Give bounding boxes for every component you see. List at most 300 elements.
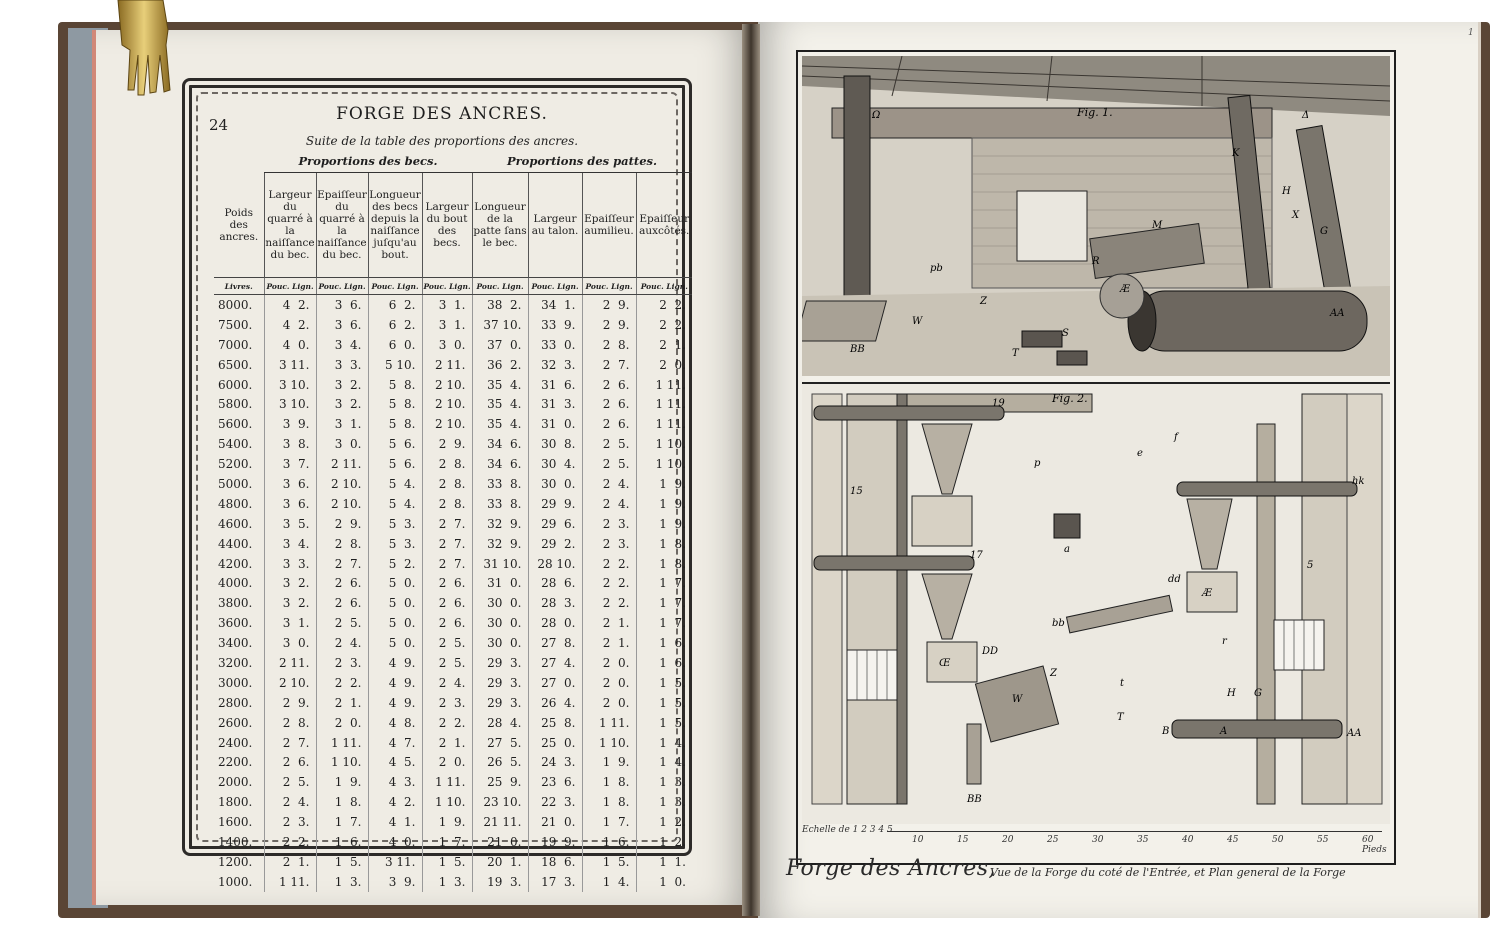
value-cell: 26 4. xyxy=(528,693,582,713)
svg-text:H: H xyxy=(1227,688,1236,699)
svg-text:Œ: Œ xyxy=(939,658,951,669)
svg-text:G: G xyxy=(1320,226,1328,237)
table-row xyxy=(214,434,692,454)
value-cell: 3 1. xyxy=(422,295,472,315)
value-cell: 1 2. xyxy=(636,832,692,852)
value-cell: 1 11. xyxy=(316,733,368,753)
scale-tick-label: 45 xyxy=(1227,835,1239,845)
value-cell: 2 6. xyxy=(582,414,636,434)
scale-tick-label: 55 xyxy=(1317,835,1329,845)
value-cell: 3 2. xyxy=(264,593,316,613)
value-cell: 5 6. xyxy=(368,434,422,454)
value-cell: 30 0. xyxy=(528,474,582,494)
svg-text:19: 19 xyxy=(992,398,1005,409)
value-cell: 1 9. xyxy=(636,494,692,514)
value-cell: 2 1. xyxy=(582,633,636,653)
value-cell: 2 5. xyxy=(582,454,636,474)
value-cell: 1 11. xyxy=(582,713,636,733)
value-cell: 27 8. xyxy=(528,633,582,653)
value-cell: 26 5. xyxy=(472,752,528,772)
svg-text:DD: DD xyxy=(982,646,999,657)
column-header: Poids des ancres. xyxy=(219,206,259,243)
value-cell: 2 7. xyxy=(316,554,368,574)
scale-tick-label: 40 xyxy=(1182,835,1194,845)
value-cell: 1 4. xyxy=(636,752,692,772)
value-cell: 2 0. xyxy=(636,355,692,375)
value-cell: 2 9. xyxy=(582,295,636,315)
svg-text:e: e xyxy=(1137,448,1143,459)
value-cell: 3 2. xyxy=(316,375,368,395)
value-cell: 6 0. xyxy=(368,335,422,355)
svg-text:AA: AA xyxy=(1330,308,1345,319)
value-cell: 2 2. xyxy=(582,554,636,574)
value-cell: 2 4. xyxy=(582,494,636,514)
value-cell: 2 8. xyxy=(264,713,316,733)
brass-hand-page-weight xyxy=(108,0,178,100)
value-cell: 3 6. xyxy=(316,295,368,315)
value-cell: 1 3. xyxy=(636,792,692,812)
value-cell: 31 0. xyxy=(528,414,582,434)
value-cell: 28 0. xyxy=(528,613,582,633)
value-cell: 2 8. xyxy=(582,335,636,355)
value-cell: 5 0. xyxy=(368,573,422,593)
plate-corner-number: 1 xyxy=(1468,28,1474,38)
value-cell: 2 5. xyxy=(422,633,472,653)
svg-text:a: a xyxy=(1064,544,1070,555)
value-cell: 38 2. xyxy=(472,295,528,315)
value-cell: 2 0. xyxy=(316,713,368,733)
value-cell: 2 5. xyxy=(582,434,636,454)
value-cell: 5 8. xyxy=(368,414,422,434)
value-cell: 1 7. xyxy=(422,832,472,852)
table-row xyxy=(214,394,692,414)
svg-text:Ω: Ω xyxy=(872,110,881,121)
value-cell: 5 4. xyxy=(368,494,422,514)
value-cell: 2 6. xyxy=(582,394,636,414)
value-cell: 2 5. xyxy=(316,613,368,633)
svg-text:R: R xyxy=(1092,256,1100,267)
table-row xyxy=(214,673,692,693)
value-cell: 5 2. xyxy=(368,554,422,574)
value-cell: 3 3. xyxy=(264,554,316,574)
svg-text:H: H xyxy=(1282,186,1291,197)
value-cell: 18 6. xyxy=(528,852,582,872)
table-row xyxy=(214,335,692,355)
value-cell: 2 7. xyxy=(422,514,472,534)
value-cell: 5 6. xyxy=(368,454,422,474)
value-cell: 4 2. xyxy=(264,295,316,315)
svg-text:Æ: Æ xyxy=(1202,588,1213,599)
value-cell: 34 6. xyxy=(472,434,528,454)
weight-cell: 3600. xyxy=(218,616,253,631)
value-cell: 3 4. xyxy=(316,335,368,355)
weight-cell: 3200. xyxy=(218,655,253,670)
svg-text:T: T xyxy=(1117,712,1124,723)
value-cell: 2 10. xyxy=(316,474,368,494)
value-cell: 31 10. xyxy=(472,554,528,574)
value-cell: 2 1. xyxy=(582,613,636,633)
figure-2-forge-plan xyxy=(802,382,1390,824)
svg-text:G: G xyxy=(1254,688,1262,699)
value-cell: 2 6. xyxy=(582,375,636,395)
value-cell: 2 7. xyxy=(264,733,316,753)
value-cell: 29 3. xyxy=(472,673,528,693)
value-cell: 4 0. xyxy=(368,832,422,852)
weight-cell: 1400. xyxy=(218,834,253,849)
page-number: 24 xyxy=(209,116,229,134)
value-cell: 1 11. xyxy=(264,872,316,892)
value-cell: 35 4. xyxy=(472,375,528,395)
value-cell: 33 9. xyxy=(528,315,582,335)
table-row xyxy=(214,474,692,494)
value-cell: 2 8. xyxy=(422,454,472,474)
value-cell: 3 0. xyxy=(316,434,368,454)
value-cell: 5 4. xyxy=(368,474,422,494)
value-cell: 2 10. xyxy=(316,494,368,514)
book-gutter xyxy=(742,24,760,916)
weight-cell: 5000. xyxy=(218,476,253,491)
weight-cell: 4800. xyxy=(218,496,253,511)
weight-cell: 4400. xyxy=(218,536,253,551)
value-cell: 1 1. xyxy=(636,852,692,872)
svg-text:W: W xyxy=(1012,694,1023,705)
value-cell: 32 9. xyxy=(472,534,528,554)
value-cell: 30 0. xyxy=(472,633,528,653)
value-cell: 2 6. xyxy=(422,573,472,593)
value-cell: 1 5. xyxy=(422,852,472,872)
value-cell: 27 5. xyxy=(472,733,528,753)
value-cell: 2 10. xyxy=(422,375,472,395)
value-cell: 1 8. xyxy=(316,792,368,812)
value-cell: 6 2. xyxy=(368,315,422,335)
weight-cell: 7500. xyxy=(218,317,253,332)
svg-text:Z: Z xyxy=(980,296,987,307)
value-cell: 3 9. xyxy=(368,872,422,892)
value-cell: 6 2. xyxy=(368,295,422,315)
scale-tick-label: 60 Pieds xyxy=(1362,835,1387,855)
value-cell: 2 3. xyxy=(422,693,472,713)
svg-text:W: W xyxy=(912,316,923,327)
group-header-becs: Proportions des becs. xyxy=(264,150,472,173)
value-cell: 1 3. xyxy=(422,872,472,892)
svg-text:bb: bb xyxy=(1052,618,1065,629)
value-cell: 1 4. xyxy=(636,733,692,753)
value-cell: 1 3. xyxy=(316,872,368,892)
weight-cell: 4600. xyxy=(218,516,253,531)
svg-text:M: M xyxy=(1152,220,1163,231)
value-cell: 3 6. xyxy=(316,315,368,335)
value-cell: 2 0. xyxy=(582,653,636,673)
scale-tick-label: 50 xyxy=(1272,835,1284,845)
value-cell: 1 5. xyxy=(582,852,636,872)
table-row xyxy=(214,554,692,574)
scale-tick-label: 15 xyxy=(957,835,969,845)
value-cell: 1 6. xyxy=(582,832,636,852)
table-row xyxy=(214,653,692,673)
value-cell: 1 11. xyxy=(636,375,692,395)
table-row xyxy=(214,713,692,733)
value-cell: 2 6. xyxy=(264,752,316,772)
value-cell: 21 0. xyxy=(528,812,582,832)
svg-text:Z: Z xyxy=(1050,668,1057,679)
svg-text:A: A xyxy=(1220,726,1228,737)
value-cell: 28 4. xyxy=(472,713,528,733)
svg-text:5: 5 xyxy=(1307,560,1314,571)
figure-1-forge-interior xyxy=(802,56,1390,376)
value-cell: 1 10. xyxy=(582,733,636,753)
value-cell: 2 1. xyxy=(316,693,368,713)
weight-cell: 5600. xyxy=(218,417,253,432)
value-cell: 4 9. xyxy=(368,673,422,693)
value-cell: 2 3. xyxy=(264,812,316,832)
value-cell: 3 9. xyxy=(264,414,316,434)
value-cell: 1 6. xyxy=(636,633,692,653)
table-subtitle: Suite de la table des proportions des ancres. xyxy=(305,134,579,148)
svg-text:BB: BB xyxy=(850,344,865,355)
value-cell: 1 11. xyxy=(636,394,692,414)
value-cell: 30 8. xyxy=(528,434,582,454)
value-cell: 3 1. xyxy=(422,315,472,335)
table-row xyxy=(214,752,692,772)
figure-1-label: Fig. 1. xyxy=(1077,106,1113,119)
figure-2-label: Fig. 2. xyxy=(1052,392,1088,405)
svg-text:r: r xyxy=(1222,636,1227,647)
value-cell: 2 11. xyxy=(316,454,368,474)
value-cell: 25 8. xyxy=(528,713,582,733)
svg-text:t: t xyxy=(1120,678,1125,689)
value-cell: 30 0. xyxy=(472,613,528,633)
value-cell: 1 2. xyxy=(636,812,692,832)
forge-interior-engraving xyxy=(802,56,1390,376)
svg-text:pb: pb xyxy=(930,263,943,274)
value-cell: 2 1. xyxy=(264,852,316,872)
value-cell: 1 0. xyxy=(636,872,692,892)
value-cell: 2 1. xyxy=(422,733,472,753)
value-cell: 3 8. xyxy=(264,434,316,454)
value-cell: 5 0. xyxy=(368,613,422,633)
value-cell: 5 8. xyxy=(368,394,422,414)
table-row xyxy=(214,414,692,434)
value-cell: 4 9. xyxy=(368,693,422,713)
value-cell: 2 7. xyxy=(582,355,636,375)
svg-text:Æ: Æ xyxy=(1120,284,1131,295)
weight-cell: 4000. xyxy=(218,576,253,591)
column-header: Largeur au talon. xyxy=(528,173,582,278)
value-cell: 1 9. xyxy=(636,474,692,494)
value-cell: 1 9. xyxy=(316,772,368,792)
table-row xyxy=(214,454,692,474)
table-row xyxy=(214,693,692,713)
value-cell: 5 0. xyxy=(368,633,422,653)
value-cell: 31 6. xyxy=(528,375,582,395)
value-cell: 25 0. xyxy=(528,733,582,753)
value-cell: 2 0. xyxy=(422,752,472,772)
value-cell: 29 6. xyxy=(528,514,582,534)
value-cell: 29 3. xyxy=(472,653,528,673)
table-row xyxy=(214,534,692,554)
value-cell: 31 3. xyxy=(528,394,582,414)
value-cell: 34 6. xyxy=(472,454,528,474)
value-cell: 3 0. xyxy=(422,335,472,355)
svg-text:B: B xyxy=(1162,726,1170,737)
value-cell: 1 7. xyxy=(636,593,692,613)
weight-cell: 2000. xyxy=(218,775,253,790)
table-row xyxy=(214,355,692,375)
value-cell: 35 4. xyxy=(472,414,528,434)
value-cell: 2 4. xyxy=(316,633,368,653)
unit-header: Pouc. Lign. xyxy=(528,278,582,295)
value-cell: 4 2. xyxy=(368,792,422,812)
svg-text:X: X xyxy=(1292,210,1300,221)
value-cell: 2 4. xyxy=(582,474,636,494)
group-header-pattes: Proportions des pattes. xyxy=(472,150,692,173)
value-cell: 1 10. xyxy=(636,454,692,474)
anchor-proportions-table xyxy=(214,150,692,892)
svg-text:p: p xyxy=(1034,458,1041,469)
value-cell: 4 0. xyxy=(264,335,316,355)
value-cell: 1 8. xyxy=(636,554,692,574)
value-cell: 1 5. xyxy=(316,852,368,872)
value-cell: 3 11. xyxy=(264,355,316,375)
value-cell: 2 6. xyxy=(422,593,472,613)
value-cell: 4 5. xyxy=(368,752,422,772)
value-cell: 2 2. xyxy=(316,673,368,693)
weight-cell: 3800. xyxy=(218,596,253,611)
value-cell: 3 6. xyxy=(264,494,316,514)
value-cell: 2 8. xyxy=(316,534,368,554)
value-cell: 30 4. xyxy=(528,454,582,474)
value-cell: 29 2. xyxy=(528,534,582,554)
value-cell: 5 3. xyxy=(368,534,422,554)
value-cell: 2 11. xyxy=(264,653,316,673)
weight-cell: 3000. xyxy=(218,675,253,690)
value-cell: 2 6. xyxy=(422,613,472,633)
value-cell: 1 9. xyxy=(422,812,472,832)
weight-cell: 1600. xyxy=(218,815,253,830)
value-cell: 23 10. xyxy=(472,792,528,812)
value-cell: 2 2. xyxy=(582,573,636,593)
unit-header: Pouc. Lign. xyxy=(368,278,422,295)
value-cell: 3 0. xyxy=(264,633,316,653)
column-header: Epaiſſeur auxcôtés. xyxy=(636,173,692,278)
value-cell: 2 10. xyxy=(264,673,316,693)
column-header: Epaiſſeur aumilieu. xyxy=(582,173,636,278)
svg-text:15: 15 xyxy=(850,486,863,497)
value-cell: 4 1. xyxy=(368,812,422,832)
unit-header: Pouc. Lign. xyxy=(582,278,636,295)
value-cell: 37 10. xyxy=(472,315,528,335)
table-row xyxy=(214,852,692,872)
column-header: Longueur des becs depuis la naiſſance juſqu'au bout. xyxy=(368,173,422,278)
weight-cell: 5400. xyxy=(218,437,253,452)
scale-tick-label: 10 xyxy=(912,835,924,845)
value-cell: 2 2. xyxy=(264,832,316,852)
table-row xyxy=(214,514,692,534)
svg-text:17: 17 xyxy=(970,550,983,561)
weight-cell: 3400. xyxy=(218,636,253,651)
value-cell: 35 4. xyxy=(472,394,528,414)
value-cell: 3 2. xyxy=(316,394,368,414)
value-cell: 19 3. xyxy=(472,872,528,892)
value-cell: 5 10. xyxy=(368,355,422,375)
weight-cell: 1800. xyxy=(218,795,253,810)
weight-cell: 4200. xyxy=(218,556,253,571)
plate-caption-subtitle: Vue de la Forge du coté de l'Entrée, et Plan general de la Forge xyxy=(990,866,1346,879)
value-cell: 1 6. xyxy=(636,653,692,673)
value-cell: 2 7. xyxy=(422,534,472,554)
value-cell: 5 0. xyxy=(368,593,422,613)
value-cell: 2 1. xyxy=(636,335,692,355)
value-cell: 27 4. xyxy=(528,653,582,673)
value-cell: 2 5. xyxy=(264,772,316,792)
value-cell: 29 3. xyxy=(472,693,528,713)
value-cell: 1 10. xyxy=(316,752,368,772)
value-cell: 33 8. xyxy=(472,494,528,514)
table-row xyxy=(214,772,692,792)
value-cell: 2 11. xyxy=(422,355,472,375)
value-cell: 27 0. xyxy=(528,673,582,693)
value-cell: 5 8. xyxy=(368,375,422,395)
value-cell: 20 1. xyxy=(472,852,528,872)
weight-cell: 2400. xyxy=(218,735,253,750)
value-cell: 3 6. xyxy=(264,474,316,494)
value-cell: 1 11. xyxy=(422,772,472,792)
svg-text:S: S xyxy=(1062,328,1069,339)
value-cell: 28 6. xyxy=(528,573,582,593)
value-cell: 1 5. xyxy=(636,673,692,693)
unit-header: Pouc. Lign. xyxy=(316,278,368,295)
table-row xyxy=(214,832,692,852)
svg-text:hk: hk xyxy=(1352,476,1365,487)
value-cell: 1 7. xyxy=(636,573,692,593)
value-cell: 2 9. xyxy=(316,514,368,534)
value-cell: 2 5. xyxy=(422,653,472,673)
weight-cell: 6500. xyxy=(218,357,253,372)
weight-cell: 8000. xyxy=(218,297,253,312)
weight-cell: 7000. xyxy=(218,337,253,352)
value-cell: 2 2. xyxy=(422,713,472,733)
value-cell: 2 9. xyxy=(422,434,472,454)
value-cell: 1 4. xyxy=(582,872,636,892)
value-cell: 1 11. xyxy=(636,414,692,434)
value-cell: 2 8. xyxy=(422,474,472,494)
column-header: Largeur du bout des becs. xyxy=(422,173,472,278)
unit-header: Pouc. Lign. xyxy=(264,278,316,295)
value-cell: 33 8. xyxy=(472,474,528,494)
unit-header: Pouc. Lign. xyxy=(636,278,692,295)
value-cell: 3 7. xyxy=(264,454,316,474)
value-cell: 33 0. xyxy=(528,335,582,355)
table-row xyxy=(214,633,692,653)
table-row xyxy=(214,812,692,832)
value-cell: 2 6. xyxy=(316,593,368,613)
unit-header: Pouc. Lign. xyxy=(422,278,472,295)
value-cell: 4 8. xyxy=(368,713,422,733)
scale-tick-label: 20 xyxy=(1002,835,1014,845)
value-cell: 1 8. xyxy=(582,792,636,812)
column-header: Epaiſſeur du quarré à la naiſſance du bec. xyxy=(316,173,368,278)
scale-bar xyxy=(802,825,1390,855)
value-cell: 28 10. xyxy=(528,554,582,574)
value-cell: 24 3. xyxy=(528,752,582,772)
value-cell: 2 7. xyxy=(422,554,472,574)
value-cell: 1 8. xyxy=(636,534,692,554)
value-cell: 2 9. xyxy=(582,315,636,335)
value-cell: 1 6. xyxy=(316,832,368,852)
value-cell: 2 10. xyxy=(422,414,472,434)
value-cell: 3 10. xyxy=(264,394,316,414)
value-cell: 2 4. xyxy=(264,792,316,812)
